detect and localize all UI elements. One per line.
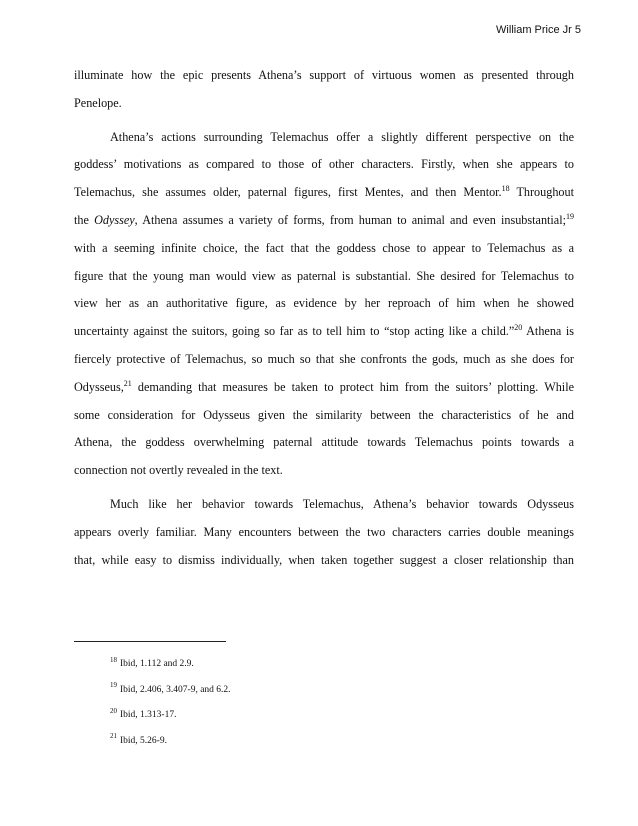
footnote	[110, 703, 231, 729]
text-line: fiercely protective of Telemachus, so much so that she confronts the gods, much as she does for	[74, 351, 574, 366]
footnotes	[110, 652, 231, 754]
text-line	[74, 318, 574, 346]
footnote-number: 19	[110, 681, 117, 690]
paragraph-2	[74, 124, 574, 485]
footnote	[110, 652, 231, 678]
text-span: the	[74, 212, 95, 227]
text-line: Athena’s actions surrounding Telemachus offer a slightly different perspective on the	[110, 129, 574, 144]
footnote-number: 18	[110, 655, 117, 664]
text-span: Telemachus, she assumes older, paternal figures, first Mentes, and then Mentor.	[74, 185, 502, 200]
text-line: appears overly familiar. Many encounters between the two characters carries double meanings	[74, 524, 574, 539]
text-line: Penelope.	[74, 95, 122, 110]
footnote-number: 21	[110, 732, 117, 741]
text-span: Athena is	[522, 324, 575, 339]
paragraph-3	[74, 491, 574, 574]
footnote-ref-20[interactable]: 20	[514, 323, 523, 333]
text-line: illuminate how the epic presents Athena’s support of virtuous women as presented through	[74, 68, 574, 82]
text-line: Much like her behavior towards Telemachus, Athena’s behavior towards Odysseus	[110, 496, 574, 511]
text-span: , Athena assumes a variety of forms, from human to animal and even insubstantial;	[134, 212, 566, 227]
footnote-text: Ibid, 5.26-9.	[120, 735, 167, 746]
text-line: some consideration for Odysseus given the similarity between the characteristics of he and	[74, 407, 574, 422]
text-line: view her as an authoritative figure, as evidence by her reproach of him when he showed	[74, 296, 574, 311]
footnote-ref-21[interactable]: 21	[123, 378, 132, 388]
text-line: goddess’ motivations as compared to those of other characters. Firstly, when she appears to	[74, 157, 574, 172]
text-span: demanding that measures be taken to protect him from the suitors’ plotting. While	[131, 379, 574, 394]
text-line: that, while easy to dismiss individually, when taken together suggest a closer relationship than	[74, 552, 574, 567]
footnote-text: Ibid, 1.112 and 2.9.	[120, 659, 194, 669]
paragraph-1	[74, 62, 574, 118]
text-line	[74, 207, 574, 235]
footnote-ref-19[interactable]: 19	[566, 211, 574, 221]
text-line	[74, 179, 574, 207]
footnote-text: Ibid, 1.313-17.	[120, 710, 177, 720]
footnote	[110, 678, 231, 704]
running-header: William Price Jr 5	[496, 24, 581, 36]
text-span: Odysseus,	[74, 379, 124, 394]
footnote-ref-18[interactable]: 18	[501, 184, 510, 194]
text-line: with a seeming infinite choice, the fact that the goddess chose to appear to Telemachus as a	[74, 240, 574, 255]
text-line: connection not overtly revealed in the text.	[74, 463, 283, 478]
text-line: Athena, the goddess overwhelming paternal attitude towards Telemachus points towards a	[74, 435, 574, 450]
footnote	[110, 729, 231, 755]
footnote-number: 20	[110, 706, 117, 715]
text-line: figure that the young man would view as paternal is substantial. She desired for Telemachus to	[74, 268, 574, 283]
book-title-odyssey: Odyssey	[94, 212, 135, 227]
text-span: uncertainty against the suitors, going so far as to tell him to “stop acting like a child.”	[74, 324, 515, 339]
text-line	[74, 374, 574, 402]
footnote-separator	[74, 641, 226, 642]
text-span: Throughout	[509, 185, 574, 200]
body-text	[74, 62, 574, 574]
footnote-text: Ibid, 2.406, 3.407-9, and 6.2.	[120, 684, 231, 695]
